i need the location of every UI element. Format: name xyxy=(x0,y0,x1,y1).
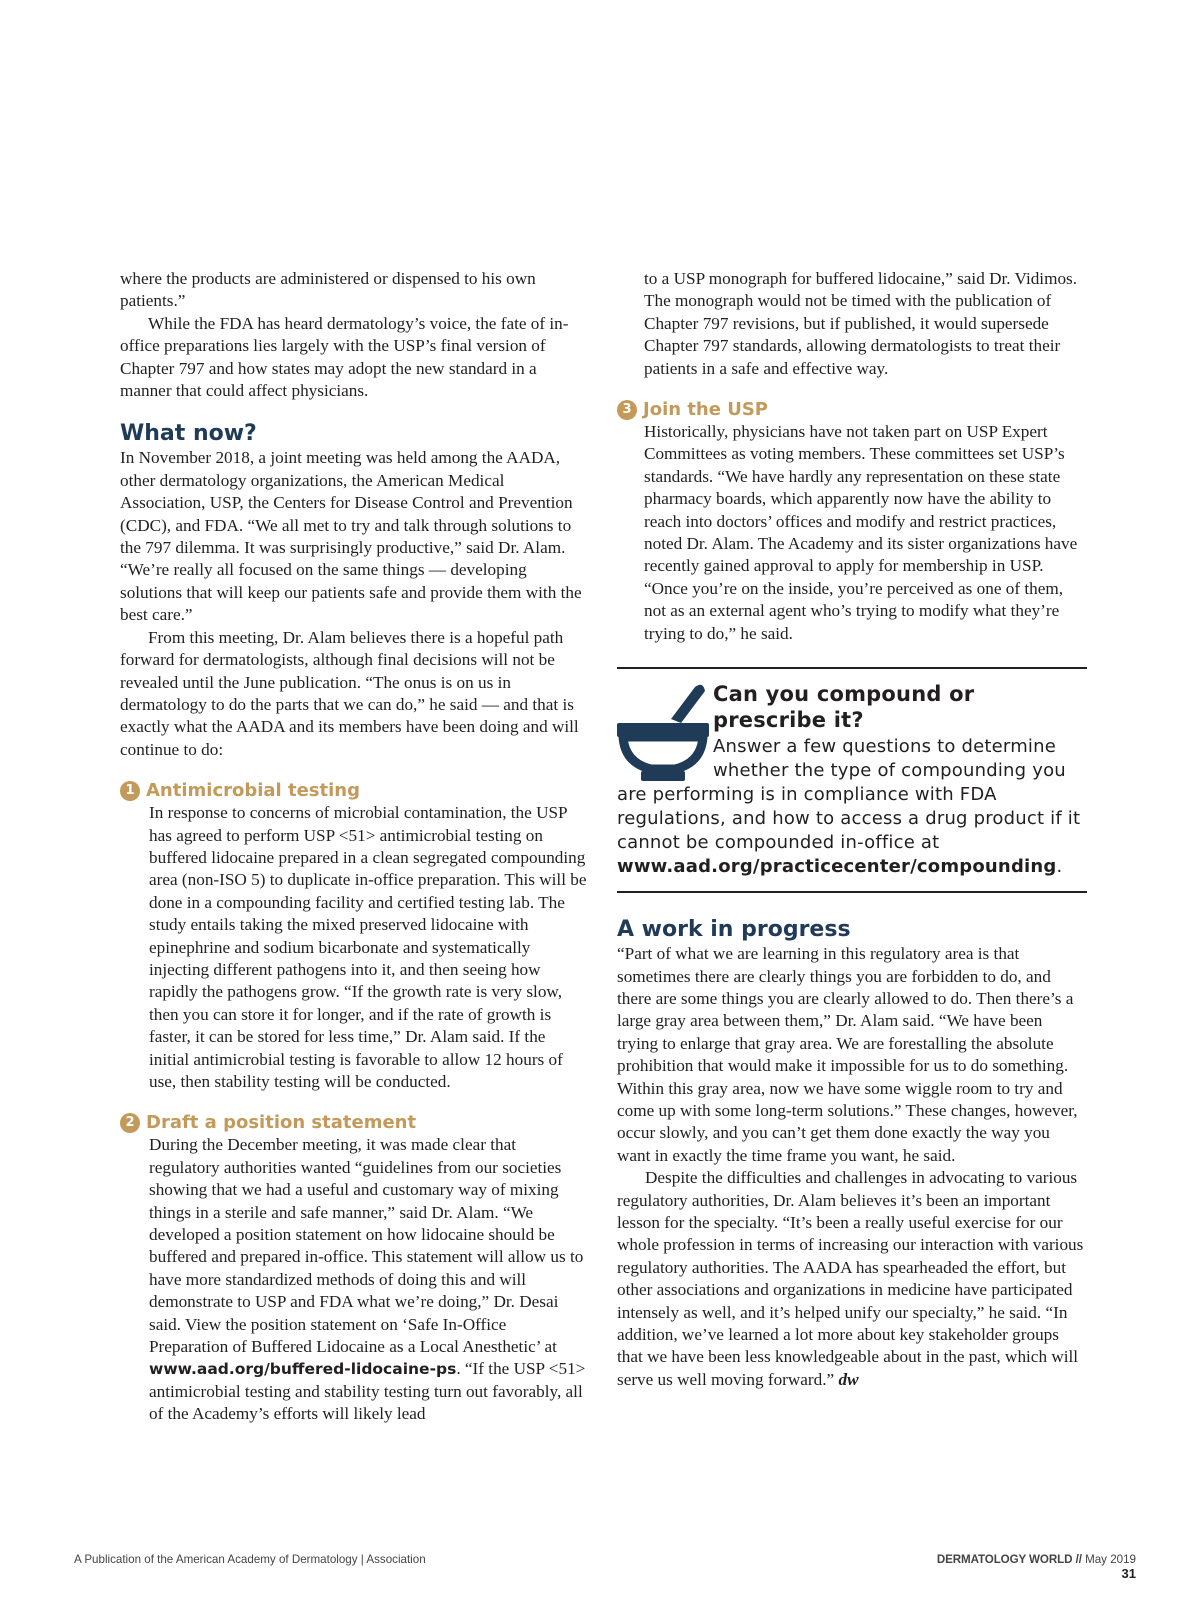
list-item-heading-2 xyxy=(120,1112,588,1134)
list-item-heading-3 xyxy=(617,399,1087,421)
separator: // xyxy=(1075,1553,1082,1566)
compounding-link[interactable]: www.aad.org/practicecenter/compounding xyxy=(617,856,1057,878)
list-item-text xyxy=(120,1134,588,1425)
mortar-pestle-icon xyxy=(615,679,711,783)
position-statement-link[interactable]: www.aad.org/buffered-lidocaine-ps xyxy=(149,1360,457,1379)
list-item-title: Draft a position statement xyxy=(146,1112,417,1134)
footer-publisher: A Publication of the American Academy of Dermatology | Association xyxy=(74,1553,426,1566)
number-badge: 2 xyxy=(120,1113,140,1133)
text-run: During the December meeting, it was made clear that regulatory authorities wanted “guidelines from our societies showing that we had a useful and customary way of mixing things in a sterile and safe manner,” said Dr. Alam. “We developed a position statement on how lidocaine should be buffered and prepared in-office. This statement will allow us to have more standardized methods of doing this and will demonstrate to USP and FDA what we’re doing,” Dr. Desai said. View the position statement on ‘Safe In-Office Preparation of Buffered Lidocaine as a Local Anesthetic’ at xyxy=(149,1135,584,1357)
list-item-text: In response to concerns of microbial contamination, the USP has agreed to perform USP <51> antimicrobial testing on buffered lidocaine prepared in a clean segregated compounding area (non-ISO 5) to duplicate in-office preparation. This will be done in a compounding facility and certified testing lab. The study entails taking the mixed preserved lidocaine with epinephrine and sodium bicarbonate and systematically injecting different pathogens into it, and then seeing how rapidly the pathogens grow. “If the growth rate is very slow, then you can store it for longer, and if the rate of growth is faster, it can be stored for less time,” Dr. Alam said. If the initial antimicrobial testing is favorable to allow 12 hours of use, then stability testing will be conducted. xyxy=(149,803,587,1091)
text-run: . “If the USP <51> antimicrobial testing and stability testing turn out favorably, all of the Academy’s efforts will likely lead xyxy=(149,1359,586,1424)
page-number: 31 xyxy=(1121,1566,1136,1581)
body-paragraph: to a USP monograph for buffered lidocaine,” said Dr. Vidimos. The monograph would not be timed with the publication of Chapter 797 revisions, but if published, it would supersede Chapter 797 standards, allowing dermatologists to treat their patients in a safe and effective way. xyxy=(644,269,1078,378)
issue-date: May 2019 xyxy=(1085,1553,1136,1566)
body-paragraph: where the products are administered or dispensed to his own patients.” xyxy=(120,269,536,311)
callout-text: . xyxy=(1056,856,1063,878)
list-item-text: Historically, physicians have not taken part on USP Expert Committees as voting members. These committees set USP’s standards. “We have hardly any representation on these state pharmacy boards, which apparently now have the ability to reach into doctors’ offices and modify and restrict practices, noted Dr. Alam. The Academy and its sister organizations have recently gained approval to apply for membership in USP. “Once you’re on the inside, you’re perceived as one of them, not as an external agent who’s trying to modify what they’re trying to do,” he said. xyxy=(644,422,1078,643)
compounding-callout-box xyxy=(617,667,1087,893)
list-item-title: Join the USP xyxy=(643,399,768,421)
right-column xyxy=(617,268,1087,1391)
body-paragraph xyxy=(617,1167,1087,1391)
callout-text: Answer a few questions to determine whether the type of compounding you are performing is in compliance with FDA regulations, and how to access a drug product if it cannot be compounded in-office at xyxy=(617,736,1081,854)
footer-folio xyxy=(912,1553,1136,1581)
body-paragraph: In November 2018, a joint meeting was held among the AADA, other dermatology organizations, the American Medical Association, USP, the Centers for Disease Control and Prevention (CDC), and FDA. “We all met to try and talk through solutions to the 797 dilemma. It was surprisingly productive,” said Dr. Alam. “We’re really all focused on the same things — developing solutions that will keep our patients safe and provide them with the best care.” xyxy=(120,448,582,625)
body-paragraph: From this meeting, Dr. Alam believes there is a hopeful path forward for dermatologists, although final decisions will not be revealed until the June publication. “The onus is on us in dermatology to do the parts that we can do,” he said — and that is exactly what the AADA and its members have been doing and will continue to do: xyxy=(120,627,579,759)
author-signature: dw xyxy=(838,1369,859,1389)
text-run: Despite the difficulties and challenges in advocating to various regulatory authorities, Dr. Alam believes it’s been an important lesson for the specialty. “It’s been a really useful exercise for our whole profession in terms of increasing our interaction with various regulatory authorities. The AADA has spearheaded the effort, but other associations and organizations in medicine have participated intensely as well, and it’s helped unify our specialty,” he said. “In addition, we’ve learned a lot more about key stakeholder groups that we have been less knowledgeable about in the past, which will serve us well moving forward.” xyxy=(617,1168,1084,1389)
left-column xyxy=(120,268,588,1426)
publication-name: DERMATOLOGY WORLD xyxy=(936,1553,1073,1566)
number-badge: 3 xyxy=(617,400,637,420)
callout-title: Can you compound or prescribe it? xyxy=(713,682,975,733)
body-paragraph: While the FDA has heard dermatology’s voice, the fate of in-office preparations lies largely with the USP’s final version of Chapter 797 and how states may adopt the new standard in a manner that could affect physicians. xyxy=(120,313,569,401)
list-item-heading-1 xyxy=(120,780,588,802)
section-heading-what-now: What now? xyxy=(120,421,257,447)
list-item-title: Antimicrobial testing xyxy=(146,780,360,802)
section-heading-work-in-progress: A work in progress xyxy=(617,917,851,943)
number-badge: 1 xyxy=(120,781,140,801)
body-paragraph: “Part of what we are learning in this regulatory area is that sometimes there are clearly things you are forbidden to do, and there are some things you are clearly allowed to do. Then there’s a large gray area between them,” Dr. Alam said. “We have been trying to enlarge that gray area. We are forestalling the absolute prohibition that would make it impossible for us to do something. Within this gray area, now we have some wiggle room to try and come up with some long-term solutions.” These changes, however, occur slowly, and you can’t get them done exactly the way you want in exactly the time frame you want, he said. xyxy=(617,944,1078,1165)
